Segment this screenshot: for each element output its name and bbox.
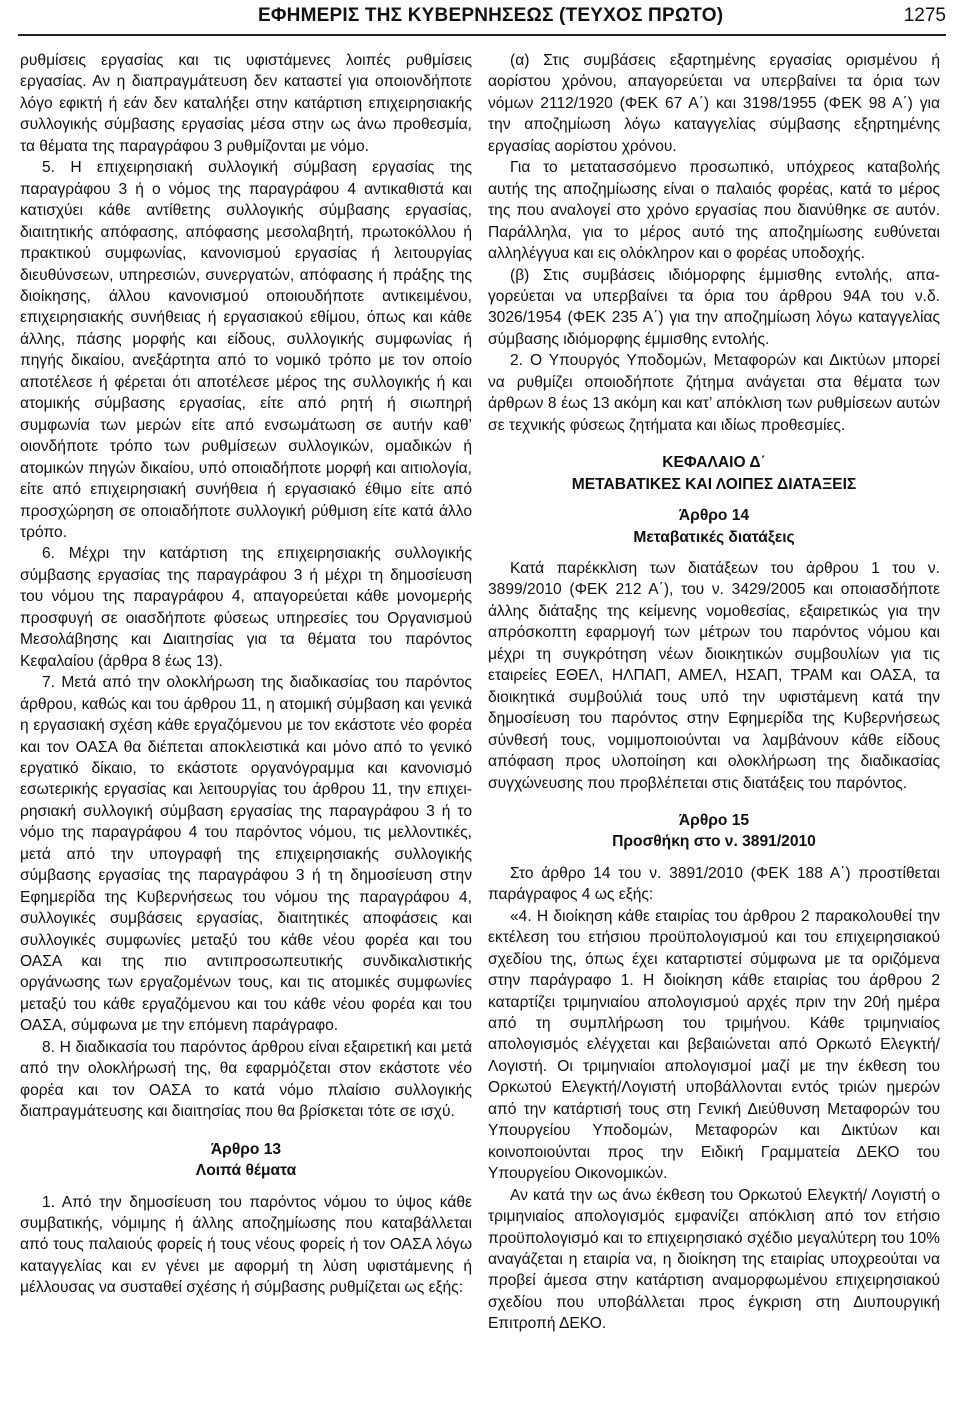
article-15-title: Άρθρο 15 bbox=[678, 811, 750, 829]
article-13-subtitle: Λοιπά θέματα bbox=[195, 1162, 297, 1180]
chapter-title: ΚΕΦΑΛΑΙΟ Δ΄ bbox=[662, 454, 766, 472]
article-14-title: Άρθρο 14 bbox=[678, 507, 750, 525]
paragraph: Αν κατά την ως άνω έκθεση του Ορκωτού Ελεγκτή/ Λογιστή ο τριμηνιαίος απολογισμός εμφανίζει απόκλιση από τον ετήσιο προϋπολογισμό και το επιχειρησιακό σχέδιο μεγαλύτερη του 10% αναγάζεται η εταιρία να, η διοίκηση της εταιρίας υποχρεούται να προβεί άμεσα στην κατάρτιση αναμορφωμένου επιχειρησιακού σχεδίου που υποβάλλεται προς έγκριση στη Διυπουργική Επιτροπή ΔΕΚΟ. bbox=[488, 1186, 940, 1333]
paragraph: (β) Στις συμβάσεις ιδιόμορφης έμμισθης εντολής, απαγορεύεται να υπερβαίνει τα όρια του άρθρου 94Α του ν.δ. 3026/1954 (ΦΕΚ 235 Α΄) για την αποζημίωση λόγω καταγγελίας σύμβασης ιδιόμορφης έμμισθης εντολής. bbox=[488, 266, 940, 348]
article-13-title: Άρθρο 13 bbox=[210, 1140, 282, 1158]
paragraph: 1. Από την δημοσίευση του παρόντος νόμου το ύψος κάθε συμβατικής, νόμιμης ή άλλης αποζημίωσης που καταβάλλεται από τους παλαιούς φορείς ή τους νέους φορείς ή τον ΟΑΣΑ λόγω καταγγελίας και εν γένει με αφορμή τη λύση υφιστάμενης ή μέλλουσας να συσταθεί σχέσης ή σύμβασης ρυθμίζεται ως εξής: bbox=[20, 1193, 472, 1297]
paragraph: Για το μετατασσόμενο προσωπικό, υπόχρεος καταβολής αυτής της αποζημίωσης είναι ο παλαιός φορέας, κατά το μέρος της που αναλογεί στο χρόνο εργασίας που διανύθηκε σε αυτόν. Παράλληλα, για το μέρος αυτό της αποζημίωσης ευθύνεται αλληλέγγυα και εις ολόκληρον και ο φορέας υποδοχής. bbox=[488, 159, 940, 263]
page-number: 1275 bbox=[903, 5, 946, 26]
paragraph: 5. Η επιχειρησιακή συλλογική σύμβαση εργασίας της παραγράφου 3 ή ο νόμος της παραγράφου 4 αντικαθιστά και κατισχύει κάθε αντίθετης συλλογικής σύμβασης εργασίας, διαιτητικής απόφασης, απόφασης μεσολαβητή, πρωτοκόλλου ή πρακτικού συμφωνίας, κανονισμού εργασίας ή λειτουργίας διευθύνσεων, υπηρεσιών, συνεργατών, απόφασης ή πράξης της διοίκησης, άλλου κανονισμού οποιουδήποτε αντικειμένου, επιχειρησιακής συνήθειας ή εργασιακού εθίμου, όπως και κάθε άλλης, πάσης μορφής και είδους, συλλογικής συμφωνίας ή πηγής δικαίου, ανεξάρτητα από το νομικό τρόπο με τον οποίο αποτέλεσε ή φέρεται ότι αποτέλεσε μέρος της συλλογικής ή και ατομικής σύμβασης εργασίας, είτε από ρητή ή σιωπηρή συμφωνία των μερών είτε από ενσωμάτωση σε αυτήν καθ’ οιονδήποτε τρόπο των ρυθμίσεων συλλογικών, ομαδικών ή ατομικών πηγών δικαίου, υπό οποιαδήποτε μορφή και αιτιολογία, είτε από επιχειρησιακή συνήθεια ή εργασιακό έθιμο είτε από προσχώρηση σε οποιαδήποτε συλλογική ρύθμιση είτε κατά άλλο τρόπο. bbox=[20, 159, 472, 541]
page-header bbox=[18, 0, 946, 36]
paragraph: Κατά παρέκκλιση των διατάξεων του άρθρου 1 του ν. 3899/2010 (ΦΕΚ 212 Α΄), του ν. 3429/2005 και οποιασδήποτε άλλης διάταξης της κείμενης νομοθεσίας, εξαιρετικώς για την απρόσκοπτη εφαρμογή των μέτρων του παρόντος νόμου και μέχρι τη συγκρότηση νέων διοικητικών συμβουλίων για τις εταιρείες ΕΘΕΛ, ΗΛΠΑΠ, ΑΜΕΛ, ΗΣΑΠ, ΤΡΑΜ και ΟΑΣΑ, τα διοικητικά συμβούλιά τους υπό την υφιστάμενη κατά την δημοσίευση του παρόντος στην Εφημερίδα της Κυβερνήσεως σύνθεσή τους, νομιμοποιούνται να λαμβάνουν κάθε είδους απόφαση προς υλοποίηση και ολοκλήρωση της διαδικασίας συγχώνευσης που προβλέπεται στις διατάξεις του παρόντος. bbox=[488, 559, 940, 792]
paragraph: 7. Μετά από την ολοκλήρωση της διαδικασίας του παρόντος άρθρου, καθώς και του άρθρου 11, η ατομική σύμβαση και γενικά η εργασιακή σχέση κάθε εργαζόμενου με τον εκάστοτε νέο φορέα και τον ΟΑΣΑ θα διέπεται αποκλειστικά και μόνο από το γενικό εργατικό δίκαιο, το εκάστοτε οργανόγραμμα και κανονισμό εσωτερικής εργασίας και λειτουργίας του άρθρου 11, την επιχειρησιακή συλλογική σύμβαση εργασίας της παραγράφου 3 ή το νόμο της παραγράφου 4 του παρόντος νόμου, τις μελλοντικές, μετά από την υπογραφή της επιχειρησιακής συλλογικής σύμβασης εργασίας της παραγράφου 3 ή τη δημοσίευση στην Εφημερίδα της Κυβερνήσεως του νόμου της παραγράφου 4, συλλογικές συμβάσεις εργασίας, διαιτητικές αποφάσεις και συλλογικές συμφωνίες μεταξύ του κάθε νέου φορέα και του ΟΑΣΑ και της πιο αντιπροσωπευτικής συνδικαλιστικής οργάνωσης των εργαζομένων τους, και τις ατομικές συμφωνίες μεταξύ του κάθε εργαζόμενου και του κάθε νέου φορέα και του ΟΑΣΑ, σύμφωνα με την επόμενη παράγραφο. bbox=[20, 674, 472, 1035]
article-14-subtitle: Μεταβατικές διατάξεις bbox=[633, 528, 795, 546]
paragraph: Στο άρθρο 14 του ν. 3891/2010 (ΦΕΚ 188 Α΄) προστίθεται παράγραφος 4 ως εξής: bbox=[488, 864, 940, 904]
right-column bbox=[488, 50, 940, 1335]
paragraph: (α) Στις συμβάσεις εξαρτημένης εργασίας ορισμένου ή αορίστου χρόνου, απαγορεύεται να υπερβαίνει τα όρια των νόμων 2112/1920 (ΦΕΚ 67 Α΄) και 3198/1955 (ΦΕΚ 98 Α΄) για την αποζημίωση λόγω καταγγελίας σύμβασης εξηρτημένης εργασίας αορίστου χρόνου. bbox=[488, 52, 940, 155]
chapter-subtitle: ΜΕΤΑΒΑΤΙΚΕΣ ΚΑΙ ΛΟΙΠΕΣ ΔΙΑΤΑΞΕΙΣ bbox=[571, 475, 857, 493]
paragraph: 2. Ο Υπουργός Υποδομών, Μεταφορών και Δικτύων μπορεί να ρυθμίζει οποιοδήποτε ζήτημα ανάγεται στα θέματα των άρθρων 8 έως 13 ακόμη και κατ’ απόκλιση των ρυθμίσεων αυτών σε τεχνικής φύσεως ζητήματα και ιδίως προθεσμίες. bbox=[488, 352, 940, 434]
article-15-subtitle: Προσθήκη στο ν. 3891/2010 bbox=[612, 833, 816, 851]
paragraph: «4. Η διοίκηση κάθε εταιρίας του άρθρου 2 παρακολουθεί την εκτέλεση του ετήσιου προϋπολογισμού και του επιχειρησιακού σχεδίου της, όπως έχει καταρτιστεί σύμφωνα με τα οριζόμενα στην παράγραφο 1. Η διοίκηση κάθε εταιρίας του άρθρου 2 καταρτίζει τριμηνιαίου απολογισμού αρχές πριν την 20ή ημέρα από τη συμπλήρωση του τριμήνου. Κάθε τριμηνιαίος απολογισμός ελέγχεται και βεβαιώνεται από Ορκωτό Ελεγκτή/Λογιστή. Οι τριμηνιαίοι απολογισμοί μαζί με την έκθεση του Ορκωτού Ελεγκτή/Λογιστή υποβάλλονται εντός τριών ημερών από την κατάρτισή τους στη Γενική Διεύθυνση Μεταφορών του Υπουργείου Υποδομών, Μεταφορών και Δικτύων και κοινοποιούνται προς την Ειδική Γραμματεία ΔΕΚΟ του Υπουργείου Οικονομικών. bbox=[488, 907, 940, 1183]
paragraph: ρυθμίσεις εργασίας και τις υφιστάμενες λοιπές ρυθμίσεις εργασίας. Αν η διαπραγμάτευση δεν καταστεί για οποιονδήποτε λόγο εφικτή ή εάν δεν καταλήξει στην κατάρτιση επιχειρησιακής συλλογικής σύμβασης εργασίας μέσα στην ως άνω προθεσμία, τα θέματα της παραγράφου 3 ρυθμίζονται με νόμο. bbox=[20, 52, 472, 155]
left-column bbox=[20, 50, 472, 1299]
paragraph: 8. Η διαδικασία του παρόντος άρθρου είναι εξαιρετική και μετά από την ολοκλήρωσή της, θα εφαρμόζεται στον εκάστοτε νέο φορέα και τον ΟΑΣΑ το κατά νόμο πλαίσιο συλλογικής διαπραγμάτευσης και διαιτησίας που θα βρίσκεται τότε σε ισχύ. bbox=[20, 1038, 472, 1121]
gazette-title: ΕΦΗΜΕΡΙΣ ΤΗΣ ΚΥΒΕΡΝΗΣΕΩΣ (ΤΕΥΧΟΣ ΠΡΩΤΟ) bbox=[258, 5, 724, 26]
paragraph: 6. Μέχρι την κατάρτιση της επιχειρησιακής συλλογικής σύμβασης εργασίας της παραγράφου 3 ή μέχρι τη δημοσίευση του νόμου της παραγράφου 4, απαγορεύεται κάθε μονομερής προσφυγή σε οιασδήποτε φύσεως υπηρεσίες του Οργανισμού Μεσολάβησης και Διαιτησίας για τα θέματα του παρόντος Κεφαλαίου (άρθρα 8 έως 13). bbox=[20, 545, 472, 670]
